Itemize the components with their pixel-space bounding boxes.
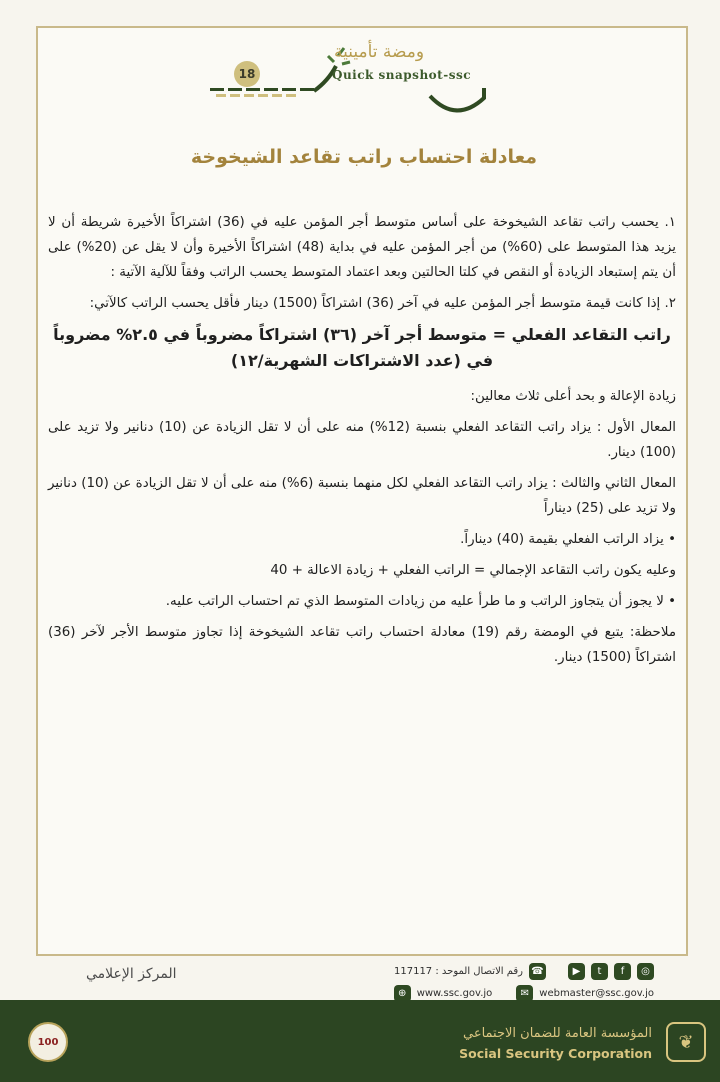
- email-icon: ✉: [516, 985, 533, 1002]
- page-title: معادلة احتساب راتب تقاعد الشيخوخة: [190, 146, 538, 168]
- bullet-40-dinars: • يزاد الراتب الفعلي بقيمة (40) ديناراً.: [48, 527, 676, 552]
- bullet-limit: • لا يجوز أن يتجاوز الراتب و ما طرأ عليه من زيادات المتوسط الذي تم احتساب الراتب عليه.: [48, 589, 676, 614]
- org-name-arabic: المؤسسة العامة للضمان الاجتماعي: [462, 1026, 652, 1041]
- logo-subtitle: Quick snapshot-ssc: [332, 68, 472, 82]
- footer-bar: [0, 1000, 720, 1082]
- phone-icon: ☎: [529, 963, 546, 980]
- body-text: [48, 210, 676, 676]
- instagram-icon[interactable]: ◎: [637, 963, 654, 980]
- paragraph-2: ٢. إذا كانت قيمة متوسط أجر المؤمن عليه في آخر (36) اشتراكاً (1500) دينار فأقل يحسب الراتب كالآتي:: [89, 296, 676, 311]
- paragraph-second-third-dependent: المعال الثاني والثالث : يزاد راتب التقاعد الفعلي لكل منهما بنسبة (6%) منه على أن لا تقل الزيادة عن (10) دنانير ولا تزيد على (25) ديناراً: [48, 476, 676, 516]
- issue-number-badge: 18: [234, 61, 260, 87]
- website-link[interactable]: www.ssc.gov.jo: [416, 987, 493, 999]
- paragraph-first-dependent: المعال الأول : يزاد راتب التقاعد الفعلي بنسبة (12%) منه على أن لا تقل الزيادة عن (10) دنانير ولا تزيد على (100) دينار.: [48, 420, 676, 460]
- note: ملاحظة: يتبع في الومضة رقم (19) معادلة احتساب راتب تقاعد الشيخوخة إذا تجاوز متوسط الأجر لآخر (36) اشتراكاً (1500) دينار.: [48, 625, 676, 665]
- phone-label: رقم الاتصال الموحد : 117117: [394, 965, 523, 977]
- formula: راتب التقاعد الفعلي = متوسط أجر آخر (٣٦) اشتراكاً مضروباً في ٢.٥% مضروباً في (عدد الاشتراكات الشهرية/١٢): [53, 325, 671, 370]
- contact-block: [394, 960, 654, 1004]
- paragraph-dependents: زيادة الإعالة و بحد أعلى ثلاث معالين:: [470, 389, 676, 404]
- wheat-logo-icon: ❦: [666, 1022, 706, 1062]
- email-link[interactable]: webmaster@ssc.gov.jo: [539, 987, 654, 999]
- globe-icon: ⊕: [394, 985, 411, 1002]
- paragraph-1: ١. يحسب راتب تقاعد الشيخوخة على أساس متوسط أجر المؤمن عليه في (36) اشتراكاً الأخيرة شريطة أن لا يزيد هذا المتوسط على (60%) من أجر المؤمن عليه في بداية (48) اشتراكاً الأخيرة وأن لا يقل عن (20%) على أن يتم إستبعاد الزيادة أو النقص في كلتا الحالتين وبعد اعتماد المتوسط يحسب الراتب وفقاً للآلية الآتية :: [48, 215, 676, 280]
- paragraph-total-salary: وعليه يكون راتب التقاعد الإجمالي = الراتب الفعلي + زيادة الاعالة + 40: [270, 563, 676, 578]
- facebook-icon[interactable]: f: [614, 963, 631, 980]
- content-frame: [36, 26, 688, 999]
- contact-row-social: [394, 960, 654, 982]
- centennial-badge: 100: [28, 1022, 68, 1062]
- logo-title: ومضة تأمينية: [334, 42, 425, 62]
- twitter-icon[interactable]: t: [591, 963, 608, 980]
- org-name-english: Social Security Corporation: [459, 1046, 652, 1061]
- header-logo: [38, 28, 690, 128]
- media-center-label: المركز الإعلامي: [86, 966, 177, 982]
- youtube-icon[interactable]: ▶: [568, 963, 585, 980]
